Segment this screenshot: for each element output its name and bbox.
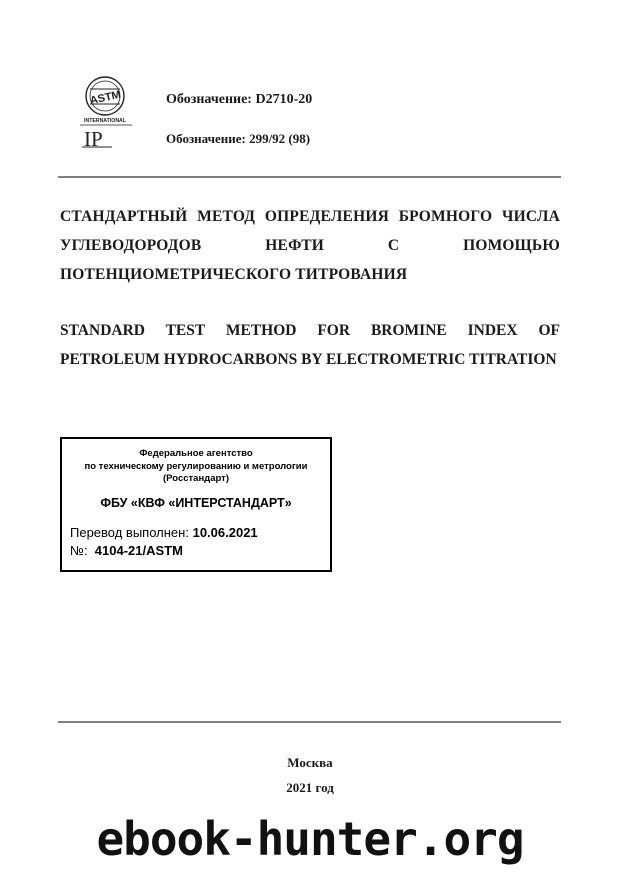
designation-astm: Обозначение: D2710-20 xyxy=(166,92,313,107)
header-divider xyxy=(58,176,561,178)
astm-logo-icon xyxy=(78,74,134,152)
svg-text:ASTM: ASTM xyxy=(88,88,122,108)
stamp-translated-label: Перевод выполнен: xyxy=(70,525,189,540)
title-english: STANDARD TEST METHOD FOR BROMINE INDEX OF PETROLEUM HYDROCARBONS BY ELECTROMETRIC TITRATION xyxy=(60,322,560,368)
publication-city: Москва xyxy=(287,755,333,770)
stamp-agency-line1: Федеральное агентство xyxy=(139,448,253,459)
stamp-organization: ФБУ «КВФ «ИНТЕРСТАНДАРТ» xyxy=(100,496,292,510)
translation-stamp xyxy=(60,437,332,572)
stamp-number-line xyxy=(70,543,183,558)
stamp-agency-line2: по техническому регулированию и метрологии xyxy=(84,460,308,472)
astm-logo xyxy=(78,74,134,152)
stamp-agency-line3: (Росстандарт) xyxy=(163,473,229,484)
designation-ip: Обозначение: 299/92 (98) xyxy=(166,131,311,146)
footer-divider xyxy=(58,721,561,723)
svg-text:P: P xyxy=(91,127,103,151)
svg-text:INTERNATIONAL: INTERNATIONAL xyxy=(84,118,126,124)
svg-text:I: I xyxy=(84,127,91,151)
stamp-translated-date: 10.06.2021 xyxy=(192,525,258,540)
title-russian: СТАНДАРТНЫЙ МЕТОД ОПРЕДЕЛЕНИЯ БРОМНОГО ЧИСЛА УГЛЕВОДОРОДОВ НЕФТИ С ПОМОЩЬЮ ПОТЕНЦИОМЕТРИЧЕСКОГО ТИТРОВАНИЯ xyxy=(60,208,560,283)
stamp-number-value: 4104-21/ASTM xyxy=(94,543,183,558)
stamp-translated-line xyxy=(70,525,258,540)
watermark-text: ebook-hunter.org xyxy=(96,812,524,866)
stamp-number-label: №: xyxy=(70,543,88,558)
stamp-agency xyxy=(62,448,330,486)
publication-year: 2021 год xyxy=(286,780,334,795)
